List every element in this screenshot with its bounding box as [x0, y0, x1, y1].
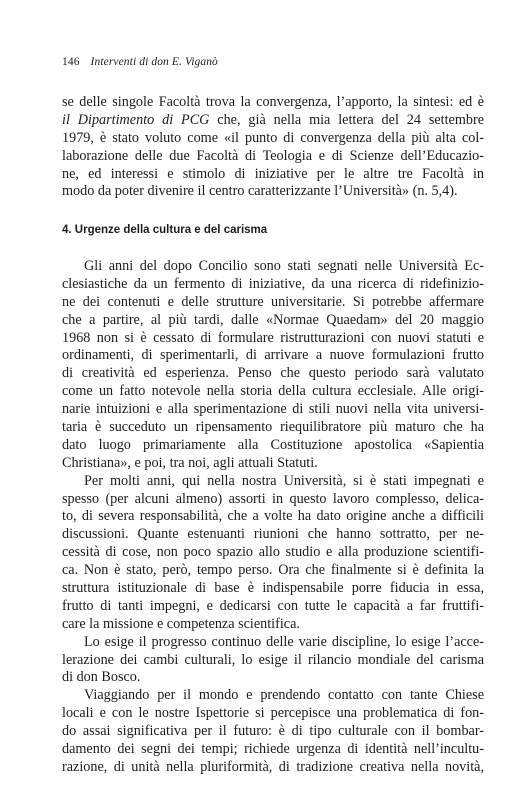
text-line: do assai significativa per il futuro: è di tipo culturale con il bombar-	[62, 723, 484, 740]
text-line: laborazione delle due Facoltà di Teologia e di Scienze dell’Educazio-	[62, 147, 484, 164]
text-line: dato luogo primariamente alla Costituzione apostolica «Sapientia	[62, 436, 484, 453]
text-line: frutto di tanti impegni, e dedicarsi con tutte le capacità a far fruttifi-	[62, 597, 484, 614]
paragraph	[62, 634, 484, 688]
text-line: razione, di unità nella pluriformità, di tradizione creativa nella novità,	[62, 758, 484, 775]
text-line: che a partire, al più tardi, dalle «Normae Quaedam» del 20 maggio	[62, 311, 484, 328]
text-line: ne dei contenuti e delle strutture universitarie. Si potrebbe affermare	[62, 293, 484, 310]
text-line: di creatività ed esperienza. Penso che questo periodo sarà valutato	[62, 365, 484, 382]
text-line: il Dipartimento di PCG che, già nella mia lettera del 24 settembre	[62, 111, 484, 128]
text-line: spesso (per alcuni almeno) assorti in questo lavoro complesso, delica-	[62, 490, 484, 507]
italic-phrase: il Dipartimento di PCG	[62, 111, 210, 128]
text-line: clesiastiche da un fermento di iniziative, da una ricerca di ridefinizio-	[62, 275, 484, 292]
intro-paragraph	[62, 94, 484, 201]
text-line: Gli anni del dopo Concilio sono stati segnati nelle Università Ec-	[84, 258, 484, 274]
text-line: Lo esige il progresso continuo delle varie discipline, lo esige l’acce-	[84, 633, 484, 650]
text-line: 1979, è stato voluto come «il punto di convergenza della più alta col-	[62, 129, 484, 146]
text-line: taria è succeduto un ripensamento riequilibratore più maturo che ha	[62, 419, 484, 436]
paragraph	[62, 258, 484, 473]
running-header	[62, 56, 218, 68]
text-line: Christiana», e poi, tra noi, agli attuali Statuti.	[62, 454, 318, 471]
running-title: Interventi di don E. Viganò	[90, 56, 218, 68]
page-number: 146	[62, 56, 80, 68]
text-line: cessità di cose, non poco spazio allo studio e alla produzione scientifi-	[62, 544, 484, 561]
text-line: ne, ed interessi e stimolo di iniziative per le altre tre Facoltà in	[62, 165, 484, 182]
text-line: come un fatto notevole nella storia della cultura ecclesiale. Alle origi-	[62, 383, 484, 400]
text-line: di don Bosco.	[62, 669, 141, 686]
text-line: 1968 non si è cessato di formulare ristrutturazioni con nuovi statuti e	[62, 329, 484, 346]
text-line: discussioni. Quante estenuanti riunioni che hanno sottratto, per ne-	[62, 526, 484, 543]
text-line: locali e con le nostre Ispettorie si percepisce una problematica di fon-	[62, 705, 484, 722]
text-line: Per molti anni, qui nella nostra Università, si è stati impegnati e	[84, 472, 484, 489]
paragraph	[62, 473, 484, 634]
text-line: care la missione e competenza scientifica.	[62, 615, 300, 632]
section-body	[62, 258, 484, 777]
paragraph	[62, 687, 484, 776]
text-line: narie intuizioni e alla sperimentazione di stili nuovi nella vita universi-	[62, 401, 484, 418]
text-line: se delle singole Facoltà trova la convergenza, l’apporto, la sintesi: ed è	[62, 94, 484, 110]
text-line: Viaggiando per il mondo e prendendo contatto con tante Chiese	[84, 687, 484, 704]
text-line: ca. Non è stato, però, tempo perso. Ora che finalmente si è definita la	[62, 562, 484, 579]
text-line: struttura istituzionale di base è indispensabile porre fiducia in essa,	[62, 580, 484, 597]
text-line: modo da poter divenire il centro caratterizzante l’Università» (n. 5,4).	[62, 183, 458, 200]
section-heading: 4. Urgenze della cultura e del carisma	[62, 224, 268, 236]
text-line: damento dei segni dei tempi; richiede urgenza di identità nell’incultu-	[62, 741, 484, 758]
text-line: to, di severa responsabilità, che a volte ha dato origine anche a difficili	[62, 508, 484, 525]
text-line: lerazione dei cambi culturali, lo esige il rilancio mondiale del carisma	[62, 651, 484, 668]
text-line: ordinamenti, di sperimentarli, di arrivare a nuove formulazioni frutto	[62, 347, 484, 364]
